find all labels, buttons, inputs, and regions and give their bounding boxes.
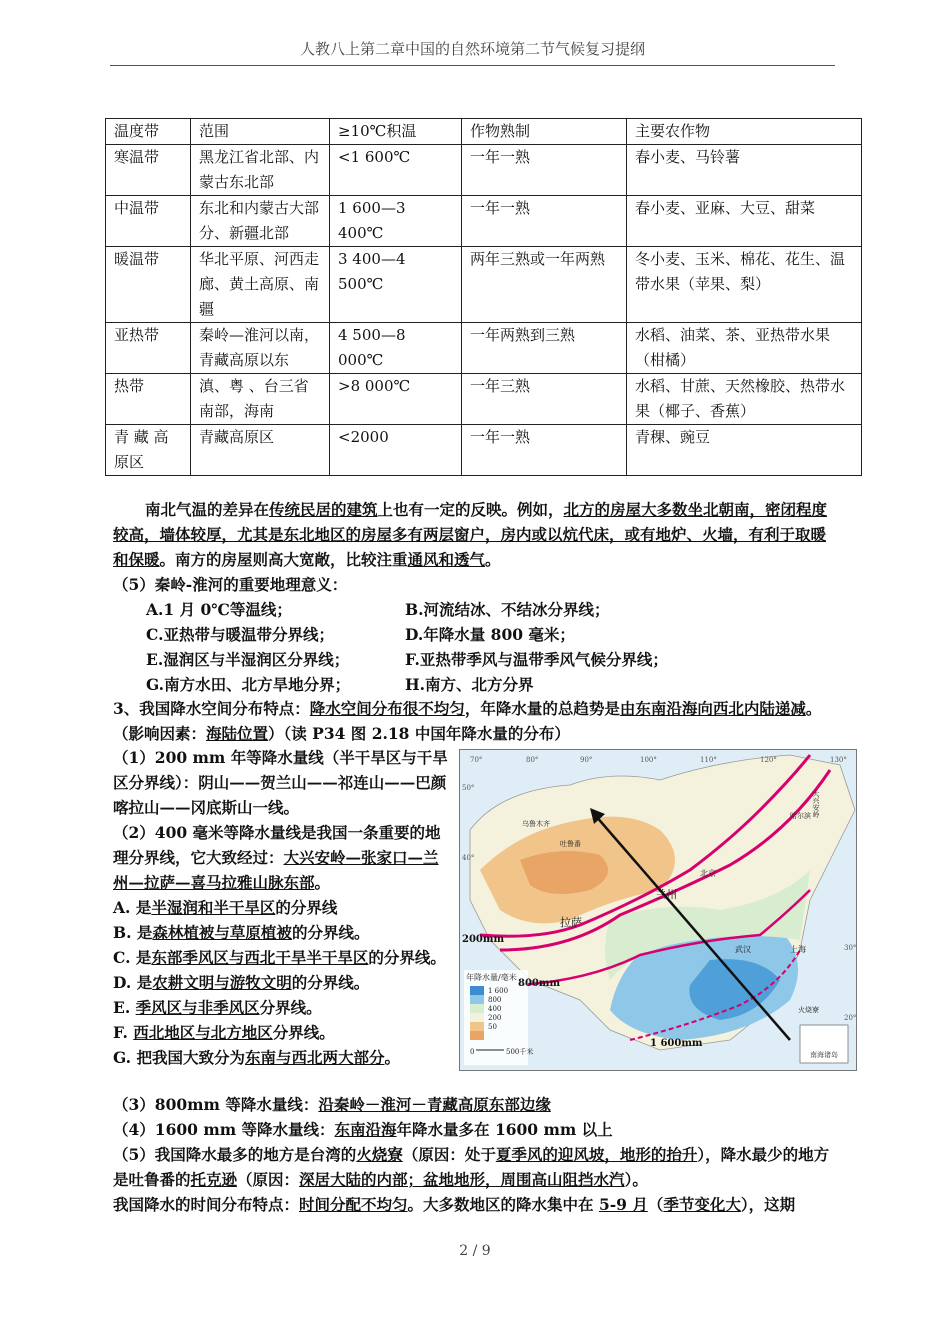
rain-intro bbox=[113, 696, 838, 746]
qinling-heading: （5）秦岭-淮河的重要地理意义： bbox=[113, 575, 348, 594]
table-cell: 华北平原、河西走廊、黄土高原、南疆 bbox=[191, 247, 330, 323]
legend-swatch bbox=[470, 986, 484, 995]
table-cell: 水稻、油菜、茶、亚热带水果（柑橘） bbox=[627, 323, 862, 374]
underlined-term: 由东南沿海向西北内陆递减 bbox=[619, 699, 806, 718]
underlined-term: 大兴安岭—张家口—兰州—拉萨—喜马拉雅山脉东部 bbox=[113, 848, 439, 892]
qinling-item: H.南方、北方分界 bbox=[405, 675, 534, 694]
table-cell: 4 500—8 000℃ bbox=[330, 323, 462, 374]
legend-title: 年降水量/毫米 bbox=[466, 973, 517, 982]
text-span: 。 bbox=[384, 1048, 401, 1067]
text-span: （ bbox=[647, 1195, 664, 1214]
axis-label: 70° bbox=[470, 756, 483, 764]
text-span: （原因： bbox=[237, 1170, 300, 1189]
axis-label: 90° bbox=[580, 756, 593, 764]
table-row bbox=[106, 323, 862, 374]
table-cell: 一年一熟 bbox=[462, 425, 627, 476]
qinling-item: E.湿润区与半湿润区分界线； bbox=[146, 650, 350, 669]
text-span: 。大多数地区的降水集中在 bbox=[407, 1195, 599, 1214]
isohyet-400 bbox=[113, 820, 448, 895]
text-span: ，年降水量的总趋势是 bbox=[464, 699, 620, 718]
legend-swatch bbox=[470, 1031, 484, 1040]
inset-label: 南海诸岛 bbox=[810, 1051, 838, 1059]
text-span: 是 bbox=[135, 898, 152, 917]
map-label-beijing: 北京 bbox=[700, 869, 716, 878]
table-header: 范围 bbox=[191, 119, 330, 145]
table-cell: 滇、粤 、台三省南部，海南 bbox=[191, 374, 330, 425]
isohyet-1600 bbox=[113, 1117, 613, 1142]
text-span: 是 bbox=[136, 973, 153, 992]
table-cell: 寒温带 bbox=[106, 145, 191, 196]
map-label-wuhan: 武汉 bbox=[735, 945, 751, 954]
qinling-item: F.亚热带季风与温带季风气候分界线； bbox=[405, 650, 668, 669]
text-span: ）（读 P34 图 2.18 中国年降水量的分布） bbox=[268, 724, 570, 743]
qinling-item: G.南方水田、北方旱地分界； bbox=[146, 675, 351, 694]
qinling-item: A.1 月 0℃等温线； bbox=[146, 600, 292, 619]
underlined-term: 传统民居的建筑 bbox=[269, 500, 378, 519]
table-row bbox=[106, 247, 862, 323]
underlined-term: 季风区与非季风区 bbox=[135, 998, 260, 1017]
text-span: 把我国大致分为 bbox=[136, 1048, 246, 1067]
text-span: ），降水最少的地方是吐鲁番的 bbox=[113, 1145, 830, 1189]
table-cell: 青藏高原区 bbox=[191, 425, 330, 476]
text-span: 年降水量多在 1600 mm 以上 bbox=[396, 1120, 613, 1139]
table-header: 作物熟制 bbox=[462, 119, 627, 145]
axis-label: 50° bbox=[462, 784, 475, 792]
underlined-term: 农耕文明与游牧文明 bbox=[152, 973, 292, 992]
table-cell: <1 600℃ bbox=[330, 145, 462, 196]
text-span: ）。 bbox=[624, 1170, 648, 1189]
list-item bbox=[113, 945, 448, 970]
text-span: 是 bbox=[135, 948, 152, 967]
text-span: 。 bbox=[314, 873, 331, 892]
text-span: ），这期 bbox=[740, 1195, 796, 1214]
legend-swatch bbox=[470, 1013, 484, 1022]
axis-label: 80° bbox=[526, 756, 539, 764]
text-span: （5）我国降水最多的地方是台湾的 bbox=[113, 1145, 357, 1164]
table-cell: 水稻、甘蔗、天然橡胶、热带水果（椰子、香蕉） bbox=[627, 374, 862, 425]
underlined-term: 东南与西北两大部分 bbox=[245, 1048, 385, 1067]
table-cell: 亚热带 bbox=[106, 323, 191, 374]
text-span: （3）800mm 等降水量线： bbox=[113, 1095, 319, 1114]
table-cell: <2000 bbox=[330, 425, 462, 476]
item-label: D. bbox=[113, 973, 132, 992]
underlined-term: 沿秦岭－淮河－青藏高原东部边缘 bbox=[318, 1095, 551, 1114]
axis-label: 20° bbox=[844, 1014, 856, 1022]
item-label: A. bbox=[113, 898, 131, 917]
text-span: 的分界线 bbox=[275, 898, 338, 917]
underlined-term: 5-9 月 bbox=[598, 1195, 648, 1214]
table-cell: 一年两熟到三熟 bbox=[462, 323, 627, 374]
table-cell: 春小麦、亚麻、大豆、甜菜 bbox=[627, 196, 862, 247]
text-span: 3、我国降水空间分布特点： bbox=[113, 699, 310, 718]
map-label-daxinganling: 大兴安岭 bbox=[812, 790, 820, 818]
map-label-harbin: 哈尔滨 bbox=[790, 812, 811, 820]
isohyet-800 bbox=[113, 1092, 551, 1117]
text-span: （原因：处于 bbox=[402, 1145, 496, 1164]
table-cell: 黑龙江省北部、内蒙古东北部 bbox=[191, 145, 330, 196]
legend-value: 400 bbox=[488, 1005, 502, 1013]
text-span: 我国降水的时间分布特点： bbox=[113, 1195, 300, 1214]
underlined-term: 深居大陆的内部；盆地地形，周围高山阻挡水汽 bbox=[299, 1170, 625, 1189]
text-span: 分界线。 bbox=[272, 1023, 335, 1042]
table-cell: >8 000℃ bbox=[330, 374, 462, 425]
legend-value: 800 bbox=[488, 996, 502, 1004]
item-label: F. bbox=[113, 1023, 128, 1042]
underlined-term: 夏季风的迎风坡，地形的抬升 bbox=[495, 1145, 698, 1164]
table-cell: 冬小麦、玉米、棉花、花生、温带水果（苹果、梨） bbox=[627, 247, 862, 323]
list-item bbox=[113, 970, 448, 995]
item-label: E. bbox=[113, 998, 131, 1017]
map-label-lhasa: 拉萨 bbox=[560, 916, 582, 929]
text-span: 是 bbox=[136, 923, 153, 942]
list-item bbox=[113, 1045, 448, 1070]
table-header-row bbox=[106, 119, 862, 145]
underlined-term: 通风和透气 bbox=[407, 550, 486, 569]
text-span: 的分界线。 bbox=[291, 973, 370, 992]
axis-label: 30° bbox=[844, 944, 856, 952]
table-cell: 中温带 bbox=[106, 196, 191, 247]
legend-swatch bbox=[470, 1004, 484, 1013]
underlined-term: 森林植被与草原植被 bbox=[152, 923, 292, 942]
item-label: B. bbox=[113, 923, 132, 942]
map-label-lanzhou: 兰州 bbox=[655, 888, 677, 901]
map-label-urumqi: 乌鲁木齐 bbox=[522, 820, 550, 828]
item-label: C. bbox=[113, 948, 131, 967]
qinling-item: D.年降水量 800 毫米； bbox=[405, 625, 575, 644]
legend-value: 200 bbox=[488, 1014, 502, 1022]
underlined-term: 托克逊 bbox=[190, 1170, 238, 1189]
axis-label: 130° bbox=[830, 756, 847, 764]
table-cell: 一年三熟 bbox=[462, 374, 627, 425]
scale-zero: 0 bbox=[470, 1048, 475, 1056]
text-span: 上也有一定的反映。例如， bbox=[377, 500, 564, 519]
rain-time-distribution bbox=[113, 1192, 795, 1217]
isohyet-200: （1）200 mm 年等降水量线（半干旱区与干旱区分界线）：阴山——贺兰山——祁连山——巴颜喀拉山——冈底斯山一线。 bbox=[113, 748, 448, 817]
table-cell: 暖温带 bbox=[106, 247, 191, 323]
table-cell: 青 藏 高原区 bbox=[106, 425, 191, 476]
scale-label: 500千米 bbox=[506, 1048, 534, 1056]
legend-value: 1 600 bbox=[488, 987, 509, 995]
underlined-term: 东南沿海 bbox=[334, 1120, 397, 1139]
table-row bbox=[106, 374, 862, 425]
axis-label: 40° bbox=[462, 854, 475, 862]
text-span: （4）1600 mm 等降水量线： bbox=[113, 1120, 335, 1139]
dwelling-paragraph bbox=[113, 497, 838, 572]
table-cell: 一年一熟 bbox=[462, 196, 627, 247]
table-cell: 3 400—4 500℃ bbox=[330, 247, 462, 323]
table-cell: 东北和内蒙古大部分、新疆北部 bbox=[191, 196, 330, 247]
table-cell: 1 600—3 400℃ bbox=[330, 196, 462, 247]
text-span: 的分界线。 bbox=[368, 948, 446, 967]
underlined-term: 北方的房屋大多数坐北朝南，密闭程度较高，墙体较厚，尤其是东北地区的房屋多有两层窗户，房内或以炕代床，或有地炉、火墙，有利于取暖和保暖 bbox=[113, 500, 828, 569]
underlined-term: 东部季风区与西北干旱半干旱区 bbox=[151, 948, 369, 967]
item-label: G. bbox=[113, 1048, 132, 1067]
underlined-term: 火烧寮 bbox=[356, 1145, 403, 1164]
text-span: 南北气温的差异在 bbox=[145, 500, 270, 519]
precipitation-map bbox=[459, 749, 857, 1071]
list-item bbox=[113, 1020, 448, 1045]
list-item bbox=[113, 995, 448, 1020]
isohyet-notes bbox=[113, 745, 448, 1070]
legend-value: 50 bbox=[488, 1023, 497, 1031]
underlined-term: 降水空间分布很不均匀 bbox=[309, 699, 465, 718]
underlined-term: 西北地区与北方地区 bbox=[133, 1023, 273, 1042]
list-item bbox=[113, 920, 448, 945]
table-cell: 一年一熟 bbox=[462, 145, 627, 196]
table-header: 温度带 bbox=[106, 119, 191, 145]
map-label-200mm: 200mm bbox=[462, 934, 505, 945]
list-item bbox=[113, 895, 448, 920]
underlined-term: 海陆位置 bbox=[206, 724, 269, 743]
text-span: （2）400 毫米等降水量线是我国一条重要的地理分界线，它大致经过： bbox=[113, 823, 441, 867]
table-cell: 春小麦、马铃薯 bbox=[627, 145, 862, 196]
rain-extremes bbox=[113, 1142, 838, 1192]
map-label-turpan: 吐鲁番 bbox=[560, 840, 581, 848]
map-label-800mm: 800mm bbox=[518, 978, 561, 989]
underlined-term: 半湿润和半干旱区 bbox=[151, 898, 276, 917]
axis-label: 110° bbox=[700, 756, 717, 764]
table-row bbox=[106, 425, 862, 476]
page-header: 人教八上第二章中国的自然环境第二节气候复习提纲 bbox=[110, 38, 835, 66]
axis-label: 120° bbox=[760, 756, 777, 764]
table-row bbox=[106, 145, 862, 196]
text-span: 。南方的房屋则高大宽敞，比较注重 bbox=[159, 550, 408, 569]
text-span: 的分界线。 bbox=[291, 923, 370, 942]
table-cell: 秦岭—淮河以南，青藏高原以东 bbox=[191, 323, 330, 374]
table-header: ≥10℃积温 bbox=[330, 119, 462, 145]
table-cell: 热带 bbox=[106, 374, 191, 425]
qinling-item: B.河流结冰、不结冰分界线； bbox=[405, 600, 610, 619]
table-cell: 两年三熟或一年两熟 bbox=[462, 247, 627, 323]
map-label-shanghai: 上海 bbox=[790, 945, 806, 954]
text-span: 。（影响因素： bbox=[113, 699, 822, 743]
map-label-huoshaoliao: 火烧寮 bbox=[798, 1006, 819, 1014]
precipitation-map-graphic bbox=[460, 750, 856, 1070]
table-header: 主要农作物 bbox=[627, 119, 862, 145]
text-span: 。 bbox=[485, 550, 501, 569]
map-label-1600mm: 1 600mm bbox=[650, 1038, 703, 1049]
table-row bbox=[106, 196, 862, 247]
page-number: 2 / 9 bbox=[459, 1243, 491, 1259]
underlined-term: 时间分配不均匀 bbox=[299, 1195, 408, 1214]
legend-swatch bbox=[470, 995, 484, 1004]
legend-swatch bbox=[470, 1022, 484, 1031]
text-span: 分界线。 bbox=[259, 998, 322, 1017]
axis-label: 100° bbox=[640, 756, 657, 764]
qinling-item: C.亚热带与暖温带分界线； bbox=[146, 625, 334, 644]
temperature-zone-table bbox=[105, 118, 862, 476]
underlined-term: 季节变化大 bbox=[663, 1195, 741, 1214]
table-cell: 青稞、豌豆 bbox=[627, 425, 862, 476]
